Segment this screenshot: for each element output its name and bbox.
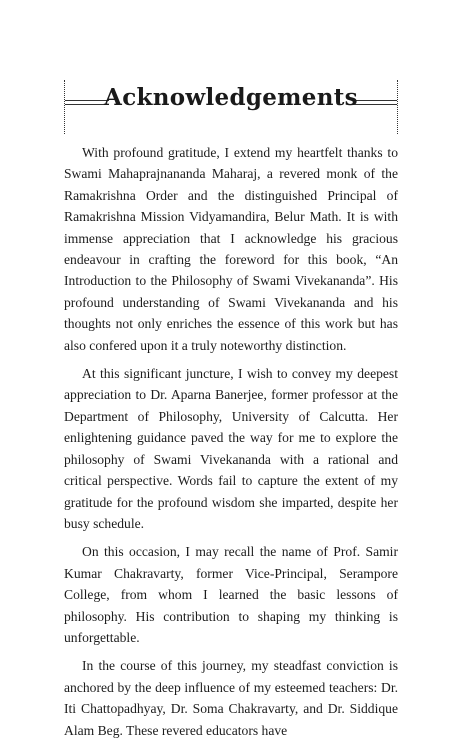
page-title: Acknowledgements bbox=[104, 84, 358, 111]
paragraph-2: At this significant juncture, I wish to convey my deepest appreciation to Dr. Aparna Banerjee, former professor at the Department of Philosophy, University of Calcutta. Her enlightening guidance paved the way for me to explore the philosophy of Swami Vivekananda with a rational and critical perspective. Words fail to capture the extent of my gratitude for the profound wisdom she imparted, despite her busy schedule. bbox=[64, 366, 398, 531]
paragraph-1: With profound gratitude, I extend my heartfelt thanks to Swami Mahaprajnananda Maharaj, a revered monk of the Ramakrishna Order and the distinguished Principal of Ramakrishna Mission Vidyamandira, Belur Math. It is with immense appreciation that I acknowledge his gracious endeavour in crafting the foreword for this book, “An Introduction to the Philosophy of Swami Vivekananda”. His profound understanding of Swami Vivekananda and his thoughts not only enriches the essence of this work but has also confered upon it a truly noteworthy distinction. bbox=[64, 145, 398, 353]
heading-frame bbox=[64, 80, 398, 134]
page-content bbox=[64, 80, 398, 748]
paragraph-3: On this occasion, I may recall the name of Prof. Samir Kumar Chakravarty, former Vice-Principal, Serampore College, from whom I learned the basic lessons of philosophy. His contribution to shaping my thinking is unforgettable. bbox=[64, 544, 398, 645]
acknowledgement-body bbox=[64, 142, 398, 741]
paragraph-4: In the course of this journey, my steadfast conviction is anchored by the deep influence of my esteemed teachers: Dr. Iti Chattopadhyay, Dr. Soma Chakravarty, and Dr. Siddique Alam Beg. These revered educators have bbox=[64, 658, 398, 738]
